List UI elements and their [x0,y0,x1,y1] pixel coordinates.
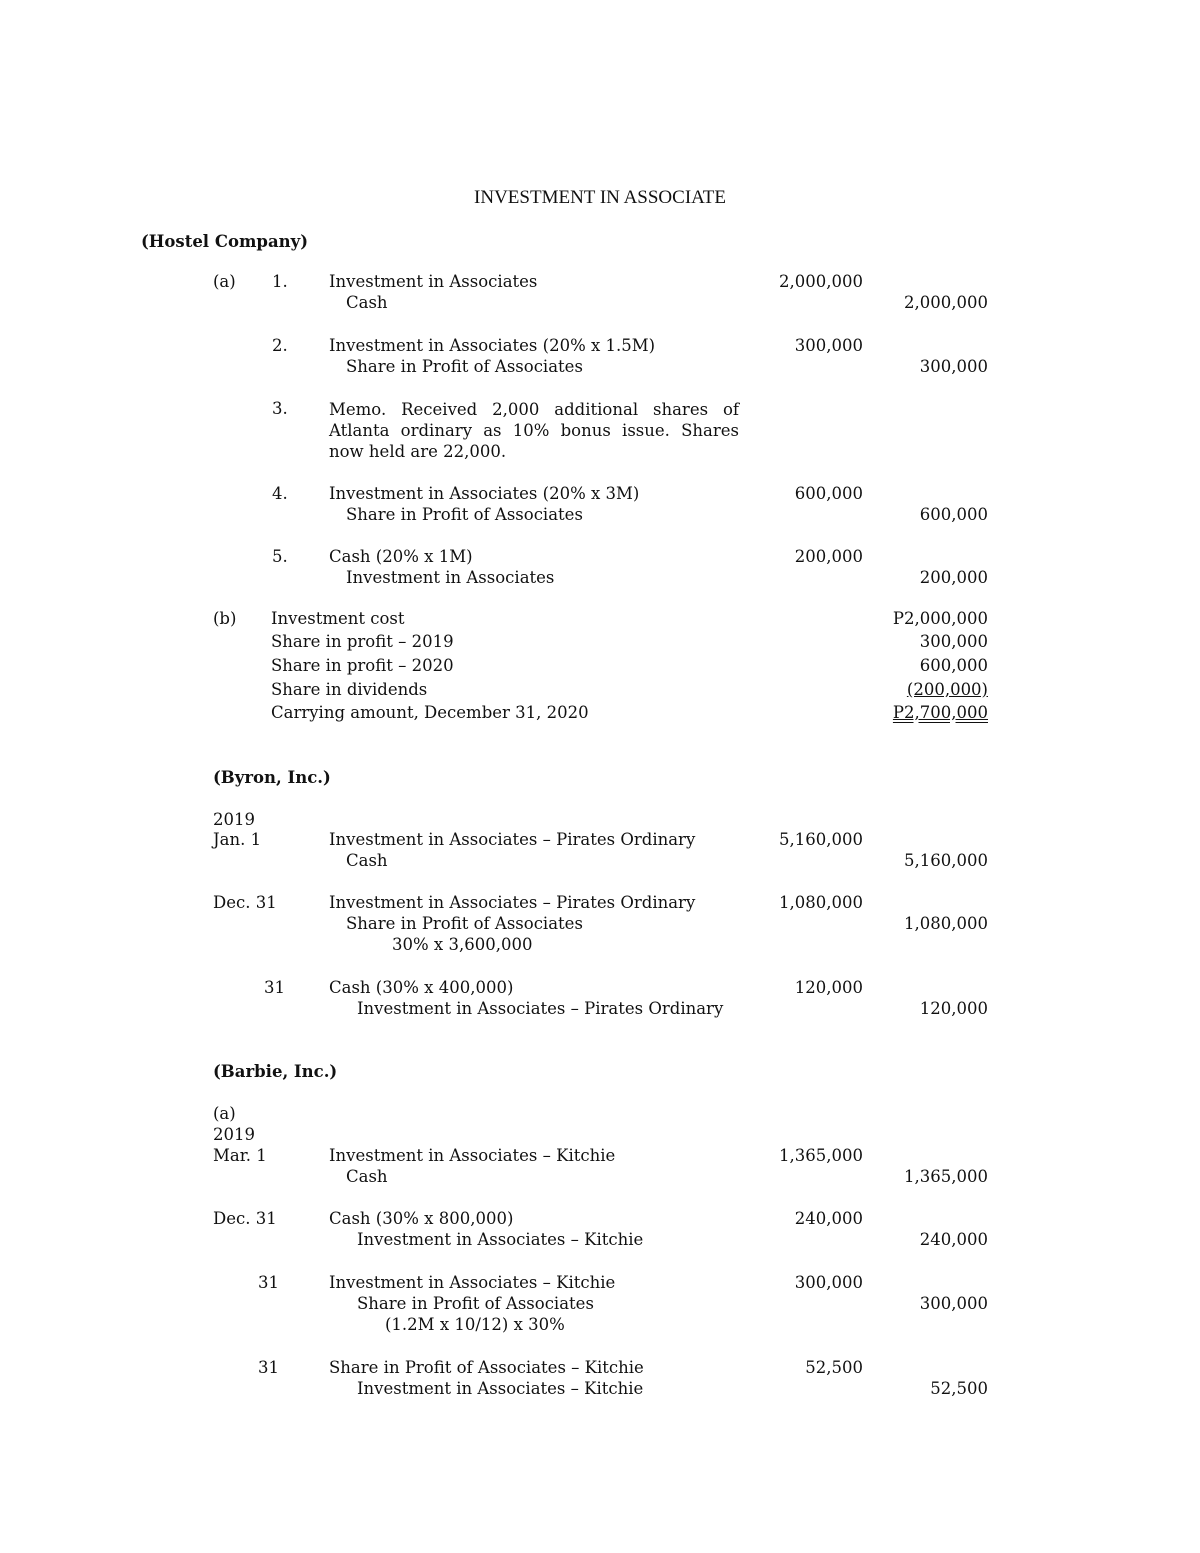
entry-date: Dec. 31 [213,893,277,912]
credit-account: Investment in Associates – Kitchie [357,1379,644,1398]
debit-amount: 240,000 [794,1209,863,1228]
debit-amount: 1,365,000 [779,1146,863,1165]
debit-account: Investment in Associates – Pirates Ordinary [329,830,696,849]
credit-account: Share in Profit of Associates [357,1294,594,1313]
credit-amount: 52,500 [930,1379,988,1398]
schedule-value: 300,000 [919,632,988,651]
debit-amount: 120,000 [794,978,863,997]
entry-date: 31 [264,978,285,997]
entry-number: 2. [272,336,288,355]
entry-number: 1. [272,272,288,291]
schedule-value [855,680,988,700]
schedule-value-text: (200,000) [906,680,988,699]
section-heading-byron: (Byron, Inc.) [213,768,331,787]
year-label: 2019 [213,810,255,829]
part-a-label: (a) [213,272,236,291]
credit-account: Cash [346,293,388,312]
credit-amount: 5,160,000 [904,851,988,870]
schedule-value: 600,000 [919,656,988,675]
credit-amount: 1,080,000 [904,914,988,933]
debit-amount: 300,000 [794,1273,863,1292]
schedule-total-text: P2,700,000 [892,703,988,722]
credit-amount: 120,000 [919,999,988,1018]
credit-amount: 2,000,000 [904,293,988,312]
entry-date: Mar. 1 [213,1146,267,1165]
credit-amount: 300,000 [919,357,988,376]
debit-account: Investment in Associates – Pirates Ordinary [329,893,696,912]
credit-amount: 300,000 [919,1294,988,1313]
debit-amount: 300,000 [794,336,863,355]
debit-amount: 1,080,000 [779,893,863,912]
entry-number: 5. [272,547,288,566]
schedule-value: P2,000,000 [892,609,988,628]
entry-date: 31 [258,1358,279,1377]
part-a-label: (a) [213,1104,236,1123]
page-title: INVESTMENT IN ASSOCIATE [474,187,726,208]
entry-date: Dec. 31 [213,1209,277,1228]
debit-account: Investment in Associates – Kitchie [329,1146,616,1165]
entry-date: 31 [258,1273,279,1292]
section-heading-hostel: (Hostel Company) [141,232,309,251]
computation-note: (1.2M x 10/12) x 30% [385,1315,565,1334]
credit-account: Share in Profit of Associates [346,505,583,524]
schedule-label: Share in dividends [271,680,428,699]
credit-account: Investment in Associates – Pirates Ordinary [357,999,724,1018]
debit-account: Cash (30% x 400,000) [329,978,514,997]
schedule-label: Share in profit – 2019 [271,632,454,651]
credit-account: Share in Profit of Associates [346,914,583,933]
year-label: 2019 [213,1125,255,1144]
schedule-label: Carrying amount, December 31, 2020 [271,703,589,722]
debit-account: Investment in Associates (20% x 3M) [329,484,640,503]
credit-account: Cash [346,851,388,870]
debit-account: Investment in Associates – Kitchie [329,1273,616,1292]
debit-account: Investment in Associates [329,272,538,291]
debit-amount: 200,000 [794,547,863,566]
credit-amount: 240,000 [919,1230,988,1249]
entry-number: 3. [272,399,288,418]
computation-note: 30% x 3,600,000 [392,935,533,954]
credit-account: Cash [346,1167,388,1186]
debit-account: Cash (20% x 1M) [329,547,473,566]
credit-account: Investment in Associates [346,568,555,587]
credit-amount: 200,000 [919,568,988,587]
debit-account: Investment in Associates (20% x 1.5M) [329,336,656,355]
section-heading-barbie: (Barbie, Inc.) [213,1062,338,1081]
credit-amount: 1,365,000 [904,1167,988,1186]
debit-account: Cash (30% x 800,000) [329,1209,514,1228]
credit-amount: 600,000 [919,505,988,524]
credit-account: Investment in Associates – Kitchie [357,1230,644,1249]
schedule-label: Share in profit – 2020 [271,656,454,675]
schedule-total [855,703,988,723]
entry-date: Jan. 1 [213,830,262,849]
entry-number: 4. [272,484,288,503]
schedule-label: Investment cost [271,609,405,628]
credit-account: Share in Profit of Associates [346,357,583,376]
debit-amount: 5,160,000 [779,830,863,849]
debit-account: Share in Profit of Associates – Kitchie [329,1358,644,1377]
part-b-label: (b) [213,609,237,628]
debit-amount: 600,000 [794,484,863,503]
memo-entry: Memo. Received 2,000 additional shares of Atlanta ordinary as 10% bonus issue. Shares now held are 22,000. [329,400,739,461]
debit-amount: 2,000,000 [779,272,863,291]
debit-amount: 52,500 [805,1358,863,1377]
